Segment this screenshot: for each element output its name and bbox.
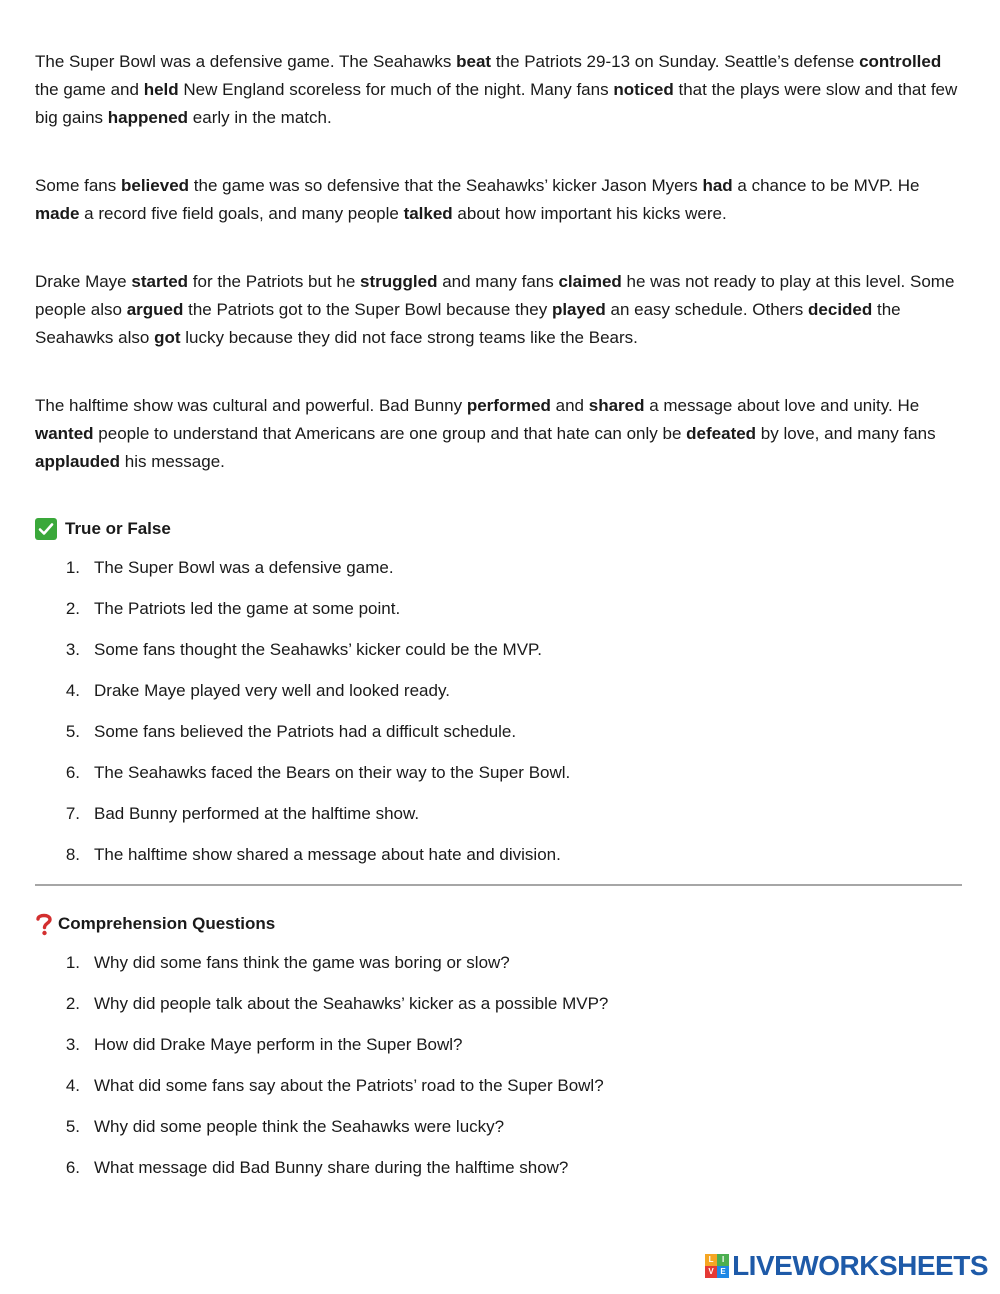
item-text: The halftime show shared a message about hate and division. <box>94 845 561 864</box>
reading-paragraph <box>35 48 965 132</box>
text-segment: the Patriots 29-13 on Sunday. Seattle’s defense <box>491 52 860 71</box>
true-false-item <box>35 597 965 620</box>
highlighted-verb: started <box>131 272 189 291</box>
true-false-item <box>35 720 965 743</box>
text-segment: about how important his kicks were. <box>452 204 727 223</box>
reading-paragraph <box>35 172 965 228</box>
text-segment: The halftime show was cultural and powerful. Bad Bunny <box>35 396 467 415</box>
comprehension-title: Comprehension Questions <box>58 914 276 933</box>
logo-mark-icon <box>705 1254 729 1278</box>
text-segment: New England scoreless for much of the night. Many fans <box>178 80 614 99</box>
text-segment: an easy schedule. Others <box>605 300 809 319</box>
reading-passage <box>35 48 965 476</box>
true-false-title: True or False <box>65 519 171 538</box>
liveworksheets-logo <box>705 1250 988 1282</box>
item-number: 5. <box>65 722 80 741</box>
item-text: The Seahawks faced the Bears on their way to the Super Bowl. <box>94 763 571 782</box>
text-segment: Drake Maye <box>35 272 132 291</box>
item-text: Some fans thought the Seahawks’ kicker could be the MVP. <box>94 640 542 659</box>
text-segment: people to understand that Americans are one group and that hate can only be <box>93 424 687 443</box>
text-segment: the Seahawks also <box>35 300 901 347</box>
logo-mark-letter: V <box>705 1266 717 1278</box>
item-number: 1. <box>65 953 80 972</box>
text-segment: a chance to be MVP. He <box>732 176 920 195</box>
item-text: Why did people talk about the Seahawks’ kicker as a possible MVP? <box>94 994 609 1013</box>
text-segment: and <box>550 396 589 415</box>
highlighted-verb: beat <box>456 52 492 71</box>
comprehension-item <box>35 1074 965 1097</box>
item-text: Why did some fans think the game was boring or slow? <box>94 953 510 972</box>
comprehension-section <box>35 911 965 1179</box>
item-number: 6. <box>65 763 80 782</box>
text-segment: a message about love and unity. He <box>644 396 920 415</box>
item-text: The Patriots led the game at some point. <box>94 599 401 618</box>
reading-paragraph <box>35 268 965 352</box>
comprehension-item <box>35 1156 965 1179</box>
item-number: 2. <box>65 994 80 1013</box>
true-false-item <box>35 556 965 579</box>
reading-paragraph <box>35 392 965 476</box>
text-segment: The Super Bowl was a defensive game. The Seahawks <box>35 52 457 71</box>
highlighted-verb: shared <box>588 396 645 415</box>
item-text: Bad Bunny performed at the halftime show. <box>94 804 420 823</box>
logo-mark-letter: I <box>717 1254 729 1266</box>
item-text: Why did some people think the Seahawks were lucky? <box>94 1117 505 1136</box>
highlighted-verb: argued <box>126 300 184 319</box>
text-segment: his message. <box>120 452 225 471</box>
logo-mark-letter: L <box>705 1254 717 1266</box>
comprehension-item <box>35 951 965 974</box>
logo-mark-letter: E <box>717 1266 729 1278</box>
item-text: The Super Bowl was a defensive game. <box>94 558 394 577</box>
highlighted-verb: wanted <box>35 424 94 443</box>
text-segment: lucky because they did not face strong teams like the Bears. <box>180 328 638 347</box>
text-segment: for the Patriots but he <box>188 272 361 291</box>
highlighted-verb: noticed <box>613 80 674 99</box>
item-number: 8. <box>65 845 80 864</box>
highlighted-verb: defeated <box>686 424 757 443</box>
text-segment: the game and <box>35 80 144 99</box>
item-number: 4. <box>65 681 80 700</box>
text-segment: and many fans <box>437 272 559 291</box>
text-segment: early in the match. <box>188 108 332 127</box>
item-text: Some fans believed the Patriots had a difficult schedule. <box>94 722 517 741</box>
comprehension-item <box>35 1115 965 1138</box>
highlighted-verb: claimed <box>558 272 622 291</box>
true-false-list <box>35 556 965 866</box>
text-segment: by love, and many fans <box>756 424 936 443</box>
item-number: 3. <box>65 640 80 659</box>
text-segment: Some fans <box>35 176 121 195</box>
text-segment: that the plays were slow and that few big gains <box>35 80 958 127</box>
highlighted-verb: got <box>154 328 181 347</box>
comprehension-list <box>35 951 965 1179</box>
logo-text: LIVEWORKSHEETS <box>732 1250 988 1281</box>
section-divider <box>35 884 962 886</box>
comprehension-item <box>35 992 965 1015</box>
true-false-item <box>35 802 965 825</box>
true-false-item <box>35 843 965 866</box>
item-number: 4. <box>65 1076 80 1095</box>
highlighted-verb: made <box>35 204 80 223</box>
item-text: Drake Maye played very well and looked ready. <box>94 681 450 700</box>
comprehension-item <box>35 1033 965 1056</box>
highlighted-verb: held <box>143 80 179 99</box>
item-number: 3. <box>65 1035 80 1054</box>
true-false-heading <box>35 516 965 542</box>
highlighted-verb: talked <box>403 204 453 223</box>
highlighted-verb: played <box>551 300 606 319</box>
text-segment: a record five field goals, and many people <box>79 204 404 223</box>
item-text: What message did Bad Bunny share during the halftime show? <box>94 1158 569 1177</box>
true-false-section <box>35 516 965 866</box>
highlighted-verb: applauded <box>35 452 121 471</box>
highlighted-verb: performed <box>466 396 551 415</box>
check-mark-icon <box>35 518 57 540</box>
worksheet <box>35 48 965 1197</box>
highlighted-verb: struggled <box>360 272 438 291</box>
text-segment: the Patriots got to the Super Bowl because they <box>183 300 552 319</box>
true-false-item <box>35 761 965 784</box>
item-text: How did Drake Maye perform in the Super Bowl? <box>94 1035 463 1054</box>
highlighted-verb: had <box>702 176 733 195</box>
question-mark-icon <box>35 912 53 936</box>
item-number: 2. <box>65 599 80 618</box>
item-number: 7. <box>65 804 80 823</box>
highlighted-verb: decided <box>808 300 873 319</box>
item-number: 5. <box>65 1117 80 1136</box>
true-false-item <box>35 679 965 702</box>
item-text: What did some fans say about the Patriots’ road to the Super Bowl? <box>94 1076 604 1095</box>
highlighted-verb: controlled <box>859 52 942 71</box>
true-false-item <box>35 638 965 661</box>
comprehension-heading <box>35 911 965 937</box>
item-number: 1. <box>65 558 80 577</box>
highlighted-verb: happened <box>107 108 189 127</box>
item-number: 6. <box>65 1158 80 1177</box>
highlighted-verb: believed <box>121 176 190 195</box>
text-segment: he was not ready to play at this level. Some people also <box>35 272 955 319</box>
text-segment: the game was so defensive that the Seahawks’ kicker Jason Myers <box>189 176 703 195</box>
